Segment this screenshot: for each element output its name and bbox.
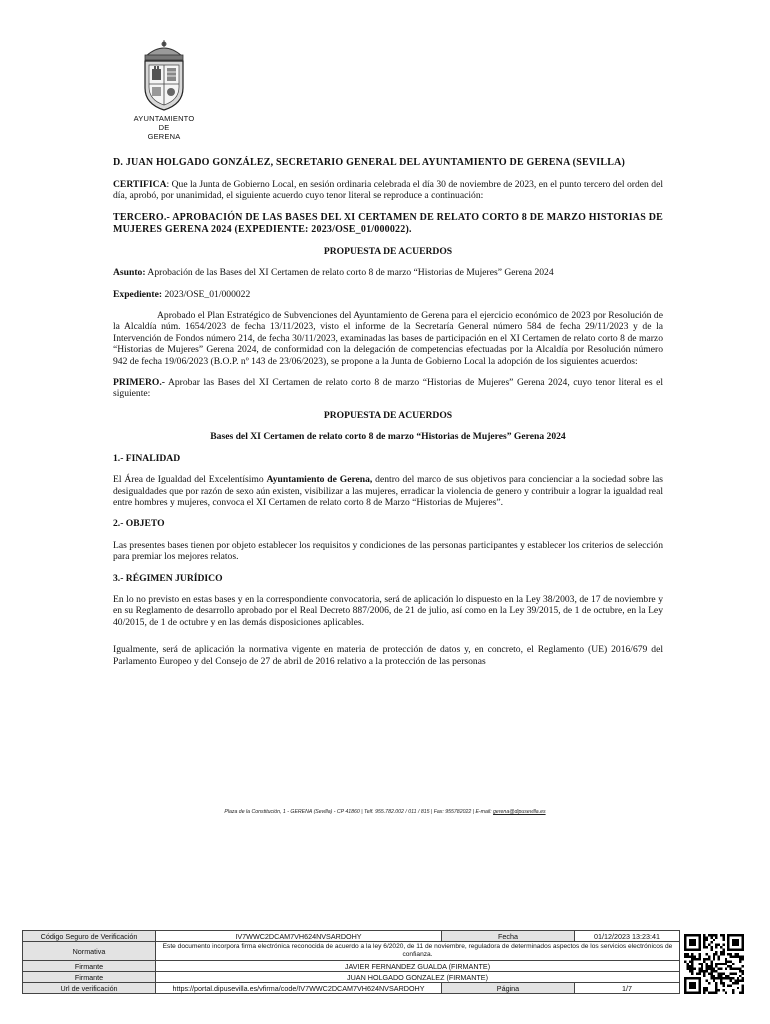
certifica-label: CERTIFICA (113, 179, 167, 190)
expediente-label: Expediente: (113, 288, 163, 300)
codigo-label: Código Seguro de Verificación (23, 931, 156, 942)
primero-label: PRIMERO.- (113, 377, 165, 389)
certifica-text: : Que la Junta de Gobierno Local, en sesión ordinaria celebrada el día 30 de noviembre de 2023, en el punto tercero del orden del día, aprobó, por unanimidad, el siguiente acuerdo cuyo tenor literal se reproduce a continuación: (113, 179, 663, 202)
logo-line: AYUNTAMIENTO (133, 114, 195, 123)
section-title-objeto: 2.- OBJETO (113, 518, 165, 530)
objeto-paragraph: Las presentes bases tienen por objeto establecer los requisitos y condiciones de las personas participantes y establecer los criterios de selección para premiar los mejores relatos. (113, 539, 663, 563)
aprobado-paragraph: Aprobado el Plan Estratégico de Subvenciones del Ayuntamiento de Gerena para el ejercicio económico de 2023 por Resolución de la Alcaldía núm. 1654/2023 de fecha 13/11/2023, visto el informe de la Secretaría General número 584 de fecha 29/11/2023 y de la Intervención de Fondos número 214, de fecha 30/11/2023, examinadas las bases de participación en el XI Certamen de relato corto 8 de marzo “Historias de Mujeres” Gerena 2024, de conformidad con la delegación de competencias efectuadas por la Alcaldía por Resolución número 942 de fecha 19/06/2023 (B.O.P. nº 143 de 23/06/2023), se propone a la Junta de Gobierno Local la adopción de los siguientes acuerdos: (113, 310, 663, 367)
verification-row (23, 983, 680, 994)
verification-row (23, 931, 680, 942)
normativa-value: Este documento incorpora firma electrónica reconocida de acuerdo a la ley 6/2020, de 11 de noviembre, reguladora de determinados aspectos de los servicios electrónicos de confianza. (156, 942, 680, 961)
finalidad-text: dentro del marco de sus objetivos para concienciar a la sociedad sobre las desigualdades que por razón de sexo aún existen, visibilizar a las mujeres, erradicar la violencia de genero y contribuir a lograr la igualdad real entre hombres y mujeres, convoca el XI Certamen de relato corto 8 de Marzo “Historias de Mujeres”. (113, 474, 664, 508)
fecha-value: 01/12/2023 13:23:41 (575, 931, 680, 942)
logo-line: GERENA (147, 132, 181, 141)
document-header-title: D. JUAN HOLGADO GONZÁLEZ, SECRETARIO GENERAL DEL AYUNTAMIENTO DE GERENA (SEVILLA) (113, 157, 626, 168)
regimen-paragraph: Igualmente, será de aplicación la normativa vigente en materia de protección de datos y, en concreto, el Reglamento (UE) 2016/679 del Parlamento Europeo y del Consejo de 27 de abril de 2016 relativo a la protección de las personas (113, 644, 663, 667)
verification-url-link[interactable]: https://portal.dipusevilla.es/vfirma/code/IV7WWC2DCAM7VH624NVSARDOHY (156, 983, 442, 994)
url-label: Url de verificación (23, 983, 156, 994)
verification-row (23, 972, 680, 983)
primero-text: Aprobar las Bases del XI Certamen de relato corto 8 de marzo “Historias de Mujeres” Gerena 2024, cuyo tenor literal es el siguiente: (113, 377, 663, 400)
primero-paragraph (113, 377, 663, 400)
propuesta-title: PROPUESTA DE ACUERDOS (323, 409, 453, 421)
asunto-paragraph (113, 267, 663, 278)
normativa-label: Normativa (23, 942, 156, 961)
bases-title: Bases del XI Certamen de relato corto 8 de marzo “Historias de Mujeres” Gerena 2024 (210, 431, 566, 443)
regimen-paragraph: En lo no previsto en estas bases y en la correspondiente convocatoria, será de aplicación lo dispuesto en la Ley 38/2003, de 17 de noviembre y en su Reglamento de desarrollo aprobado por el Real Decreto 887/2006, de 21 de julio, así como en la Ley 39/2015, de 1 de octubre, en la Ley 40/2015, de 1 de octubre y en las demás disposiciones aplicables. (113, 593, 663, 628)
verification-row (23, 961, 680, 972)
finalidad-text: El Área de Igualdad del Excelentísimo (113, 474, 267, 486)
pagina-value: 1/7 (575, 983, 680, 994)
qr-code-icon (684, 934, 744, 994)
verification-row (23, 942, 680, 961)
pagina-label: Página (442, 983, 575, 994)
finalidad-paragraph (113, 474, 663, 508)
coat-of-arms-icon (136, 38, 192, 112)
footer-email-link[interactable]: gerena@dipusevilla.es (493, 809, 546, 815)
asunto-text: Aprobación de las Bases del XI Certamen de relato corto 8 de marzo “Historias de Mujeres” Gerena 2024 (145, 267, 554, 279)
municipal-logo (118, 38, 210, 141)
firmante-value: JUAN HOLGADO GONZALEZ (FIRMANTE) (156, 972, 680, 983)
expediente-text: 2023/OSE_01/000022 (162, 288, 251, 300)
codigo-value: IV7WWC2DCAM7VH624NVSARDOHY (156, 931, 442, 942)
document-body (113, 157, 663, 677)
fecha-label: Fecha (442, 931, 575, 942)
firmante-value: JAVIER FERNANDEZ GUALDA (FIRMANTE) (156, 961, 680, 972)
finalidad-bold: Ayuntamiento de Gerena, (266, 474, 373, 486)
footer-address-text: Plaza de la Constitución, 1 - GERENA (Sevilla) - CP 41860 | Telf. 955.782.002 / 011 / 815 | Fax: 955782022 | E-mail: (224, 809, 494, 815)
firmante-label: Firmante (23, 972, 156, 983)
logo-line: DE (158, 123, 170, 132)
section-title-finalidad: 1.- FINALIDAD (113, 452, 181, 464)
tercero-heading: TERCERO.- APROBACIÓN DE LAS BASES DEL XI CERTAMEN DE RELATO CORTO 8 DE MARZO HISTORIAS DE MUJERES GERENA 2024 (EXPEDIENTE: 2023/OSE_01/000022). (113, 211, 663, 235)
propuesta-title: PROPUESTA DE ACUERDOS (323, 245, 453, 257)
expediente-paragraph (113, 289, 663, 300)
section-title-regimen: 3.- RÉGIMEN JURÍDICO (113, 572, 223, 584)
footer-address (0, 809, 770, 815)
firmante-label: Firmante (23, 961, 156, 972)
asunto-label: Asunto: (113, 267, 146, 279)
certifica-paragraph (113, 179, 663, 202)
verification-table (22, 930, 680, 994)
